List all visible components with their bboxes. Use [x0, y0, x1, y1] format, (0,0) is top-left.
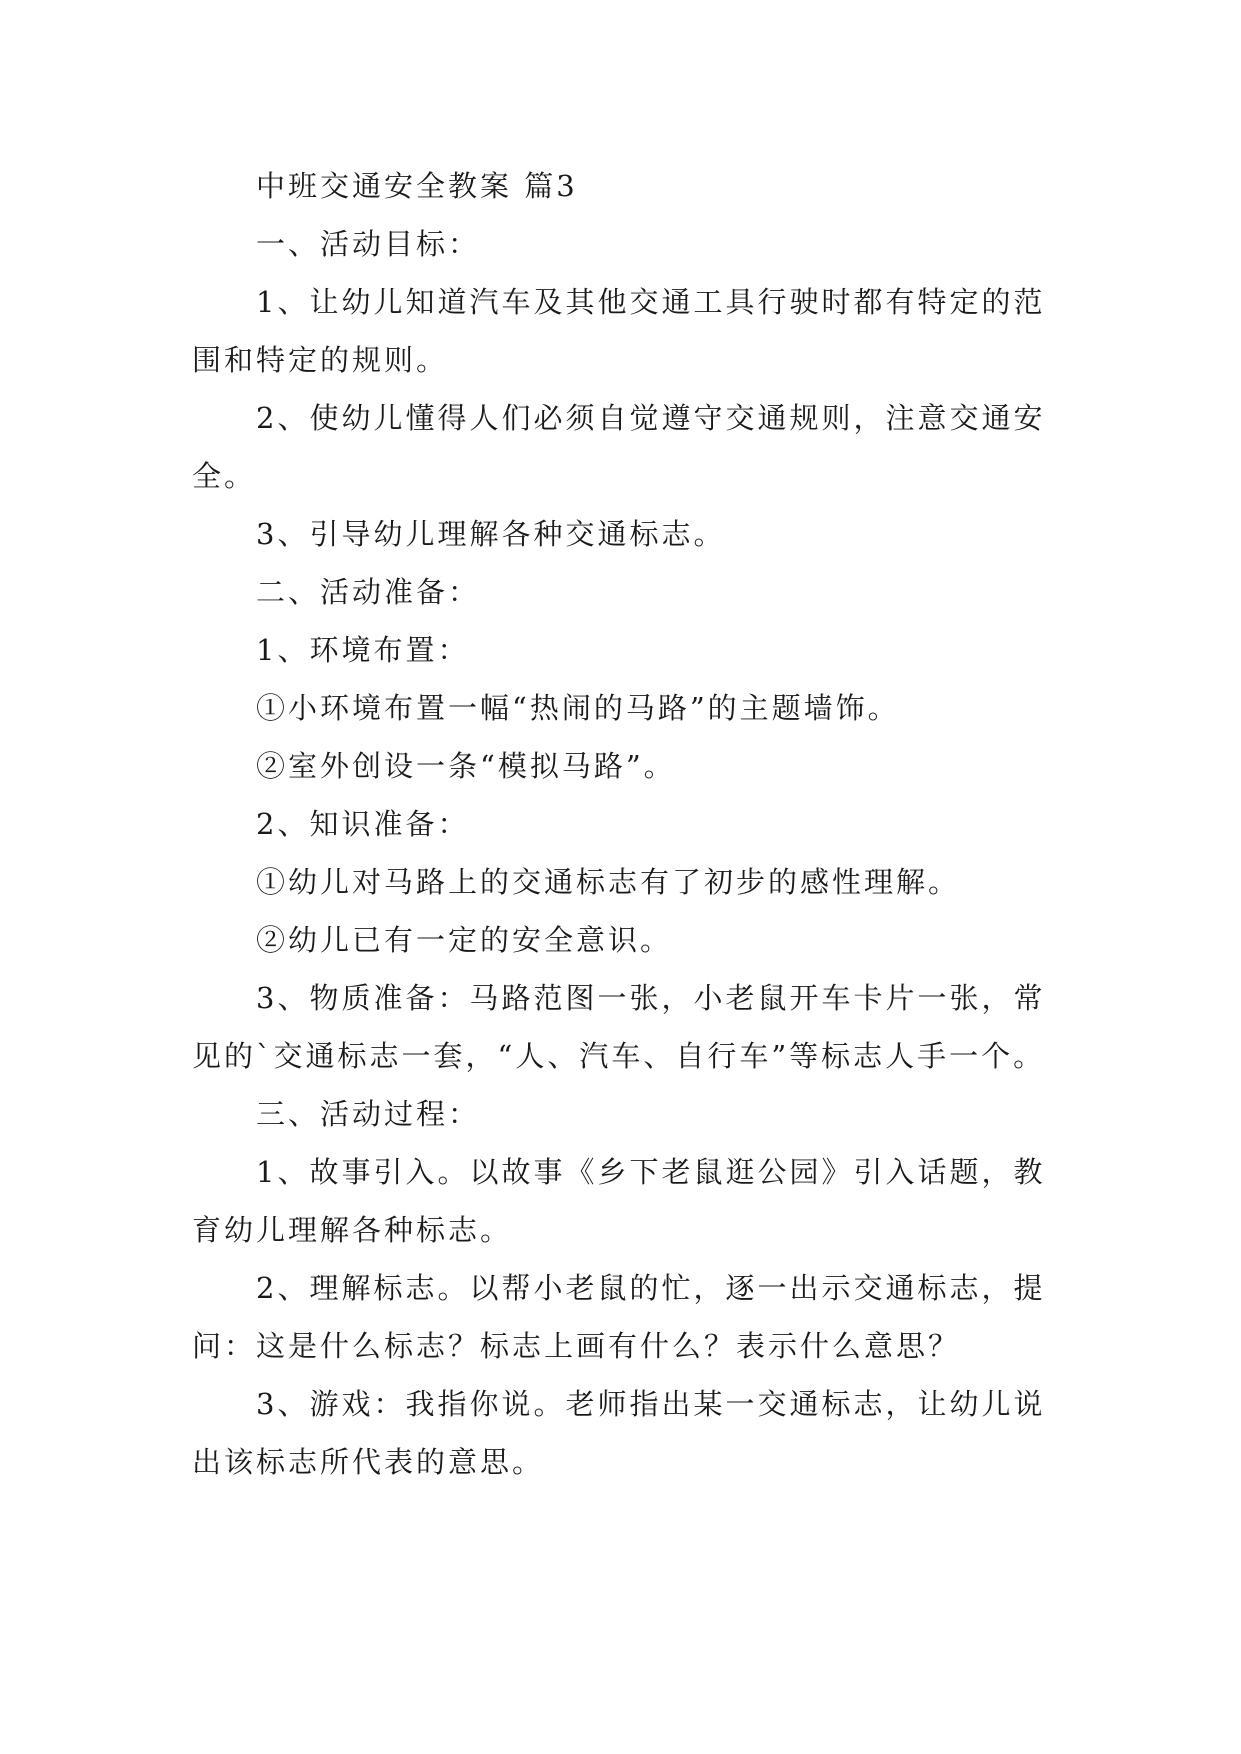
document-body: [192, 157, 1054, 1491]
paragraph: 2、理解标志。以帮小老鼠的忙，逐一出示交通标志，提问：这是什么标志？标志上画有什么？表示什么意思？: [192, 1271, 1046, 1363]
paragraph: 3、引导幼儿理解各种交通标志。: [256, 517, 726, 551]
paragraph: 2、使幼儿懂得人们必须自觉遵守交通规则，注意交通安全。: [192, 401, 1046, 493]
paragraph: 3、物质准备：马路范图一张，小老鼠开车卡片一张，常见的`交通标志一套，“人、汽车、自行车”等标志人手一个。: [192, 981, 1046, 1073]
paragraph: ②室外创设一条“模拟马路”。: [256, 749, 676, 783]
paragraph: ①小环境布置一幅“热闹的马路”的主题墙饰。: [256, 691, 900, 725]
paragraph: 2、知识准备：: [256, 807, 470, 841]
paragraph: 1、让幼儿知道汽车及其他交通工具行驶时都有特定的范围和特定的规则。: [192, 285, 1046, 377]
paragraph: 三、活动过程：: [256, 1097, 481, 1131]
document-title: 中班交通安全教案 篇3: [256, 169, 578, 203]
paragraph: 二、活动准备：: [256, 575, 481, 609]
paragraph: 3、游戏：我指你说。老师指出某一交通标志，让幼儿说出该标志所代表的意思。: [192, 1387, 1046, 1479]
paragraph: 一、活动目标：: [256, 227, 481, 261]
paragraph: ①幼儿对马路上的交通标志有了初步的感性理解。: [256, 865, 961, 899]
paragraph: ②幼儿已有一定的安全意识。: [256, 923, 673, 957]
paragraph: 1、环境布置：: [256, 633, 470, 667]
paragraph: 1、故事引入。以故事《乡下老鼠逛公园》引入话题，教育幼儿理解各种标志。: [192, 1155, 1046, 1247]
